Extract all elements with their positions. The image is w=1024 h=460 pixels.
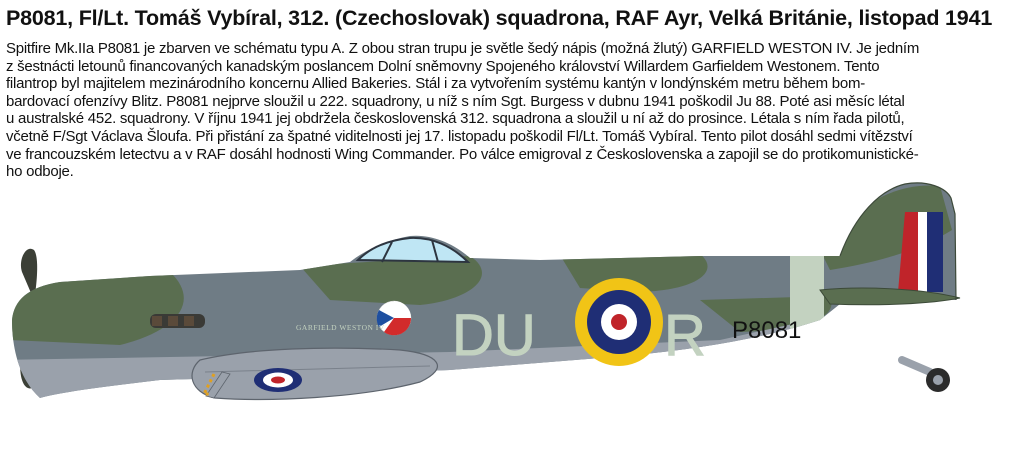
serial-number: P8081: [732, 317, 802, 344]
fin-flash: [898, 212, 943, 292]
description-line: bardovací ofenzívy Blitz. P8081 nejprve sloužil u 222. squadrony, u níž s ním Sgt. Burgess v dubnu 1941 poškodil Ju 88. Poté asi měsíc létal: [6, 92, 905, 110]
description-line: filantrop byl majitelem mezinárodního koncernu Allied Bakeries. Stál i za vytvořením systému kantýn v londýnském metru během bom-: [6, 75, 865, 93]
description-line: ve francouzském letectvu a v RAF dosáhl hodnosti Wing Commander. Po válce emigroval z Československa a zapojil se do protikomunistické-: [6, 145, 919, 163]
page-title: P8081, Fl/Lt. Tomáš Vybíral, 312. (Czechoslovak) squadrona, RAF Ayr, Velká Británie, listopad 1941: [6, 6, 993, 30]
description-line: včetně F/Sgt Václava Šloufa. Při přistání za špatné viditelnosti jej 17. listopadu poškodil Fl/Lt. Tomáš Vybíral. Tento pilot dosáhl sedmi vítězství: [6, 127, 913, 145]
description-line: ho odboje.: [6, 163, 74, 181]
presentation-name: GARFIELD WESTON IV: [296, 323, 385, 332]
tail-wheel: [902, 360, 950, 392]
fuselage-roundel: [575, 278, 663, 366]
squadron-code-right: R: [664, 303, 706, 368]
canopy: [358, 238, 468, 262]
exhaust-stacks: [150, 314, 205, 328]
squadron-code-left: DU: [452, 303, 536, 368]
description-line: u australské 452. squadrony. V říjnu 1941 jej obdržela československá 312. squadrona a sloužil u ní až do prosince. Létala s ním řada pilotů,: [6, 110, 905, 128]
description-line: Spitfire Mk.IIa P8081 je zbarven ve schématu typu A. Z obou stran trupu je světle šedý nápis (možná žlutý) GARFIELD WESTON IV. Je jedním: [6, 40, 920, 57]
wing-roundel: [254, 368, 302, 392]
description-line: z šestnácti letounů financovaných kanadským poslancem Dolní sněmovny Spojeného království Willardem Garfieldem Westonem. Tento: [6, 57, 880, 75]
